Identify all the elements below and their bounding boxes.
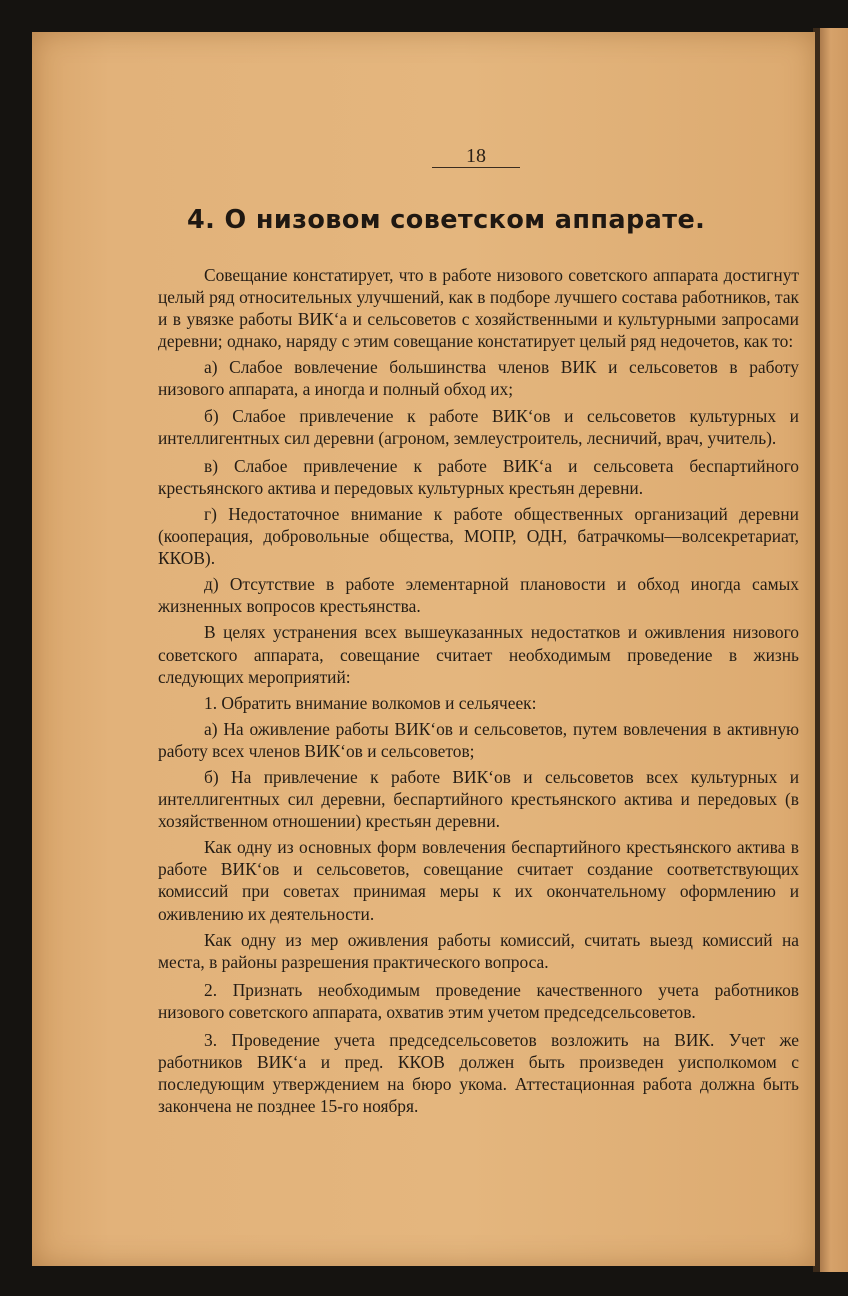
paragraph-measure-2: 2. Признать необходимым проведение качественного учета работников низового советского аппарата, охватив этим учетом председсельсоветов. xyxy=(158,979,799,1022)
paragraph-measure-1: 1. Обратить внимание волкомов и сельячеек: xyxy=(204,692,537,713)
paragraph-item-d: д) Отсутствие в работе элементарной плановости и обход иногда самых жизненных вопросов крестьянства. xyxy=(158,574,799,617)
paragraph-commissions: Как одну из основных форм вовлечения беспартийного крестьянского актива в работе ВИК‘ов и сельсоветов, совещание считает создание соответствующих комиссий при советах принимая меры к их окончательному оформлению и оживлению их деятельности. xyxy=(158,837,799,924)
paragraph-item-v: в) Слабое привлечение к работе ВИК‘а и сельсовета беспартийного крестьянского актива и передовых культурных крестьян деревни. xyxy=(158,455,799,498)
adjacent-page-edge xyxy=(819,28,848,1272)
paragraph-measures-intro: В целях устранения всех вышеуказанных недостатков и оживления низового советского аппарата, совещание считает необходимым проведение в жизнь следующих мероприятий: xyxy=(158,622,799,687)
paragraph-measure-1a: а) На оживление работы ВИК‘ов и сельсоветов, путем вовлечения в активную работу всех членов ВИК‘ов и сельсоветов; xyxy=(158,718,799,761)
body-text xyxy=(158,264,799,1121)
document-page xyxy=(32,32,815,1266)
section-heading: 4. О низовом советском аппарате. xyxy=(187,205,706,235)
paragraph-commission-visits: Как одну из мер оживления работы комиссий, считать выезд комиссий на места, в районы разрешения практического вопроса. xyxy=(158,929,799,972)
paragraph-intro: Совещание констатирует, что в работе низового советского аппарата достигнут целый ряд относительных улучшений, как в подборе лучшего состава работников, так и в увязке работы ВИК‘а и сельсоветов с хозяйственными и культурными запросами деревни; однако, наряду с этим совещание констатирует целый ряд недочетов, как то: xyxy=(158,265,799,352)
page-number-rule xyxy=(432,167,520,168)
paragraph-item-g: г) Недостаточное внимание к работе общественных организаций деревни (кооперация, добровольные общества, МОПР, ОДН, батрачкомы—волсекретариат, ККОВ). xyxy=(158,503,799,569)
paragraph-measure-3: 3. Проведение учета председсельсоветов возложить на ВИК. Учет же работников ВИК‘а и пред. ККОВ должен быть произведен уисполкомом с последующим утверждением на бюро укома. Аттестационная работа должна быть закончена не позднее 15-го ноября. xyxy=(158,1030,799,1117)
page-number: 18 xyxy=(466,145,486,167)
paragraph-item-a: а) Слабое вовлечение большинства членов ВИК и сельсоветов в работу низового аппарата, а иногда и полный обход их; xyxy=(158,357,799,400)
paragraph-measure-1b: б) На привлечение к работе ВИК‘ов и сельсоветов всех культурных и интеллигентных сил деревни, беспартийного крестьянского актива и передовых (в хозяйственном отношении) крестьян деревни. xyxy=(158,766,799,832)
paragraph-item-b: б) Слабое привлечение к работе ВИК‘ов и сельсоветов культурных и интеллигентных сил деревни (агроном, землеустроитель, лесничий, врач, учитель). xyxy=(158,405,799,448)
